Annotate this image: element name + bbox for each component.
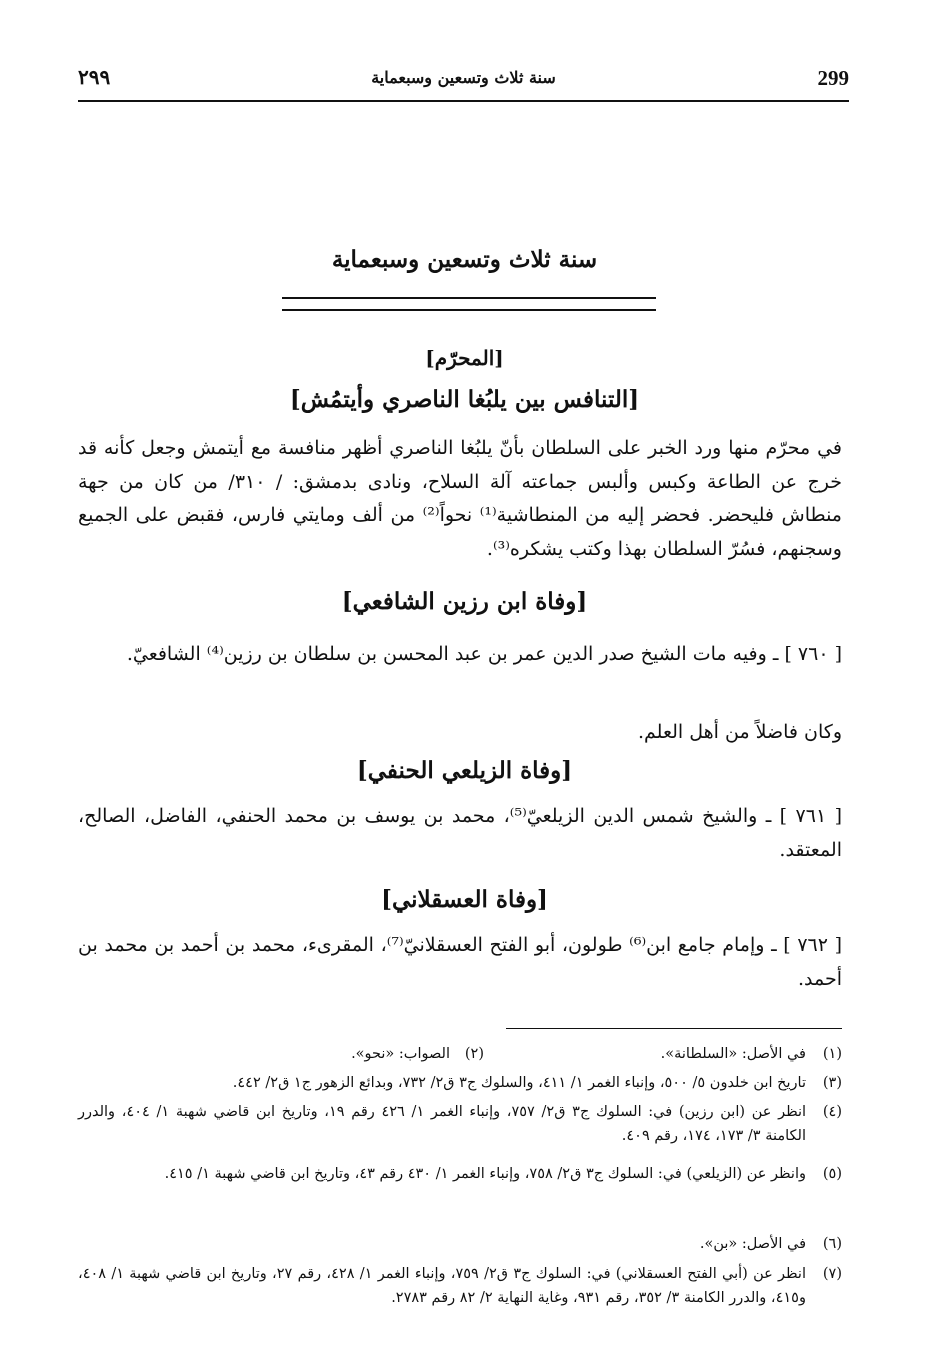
entry-762: [ ٧٦٢ ] ـ وإمام جامع ابن⁽⁶⁾ طولون، أبو الفتح العسقلانيّ⁽⁷⁾، المقرىء، محمد بن أحمد بن محمد بن أحمد. (78, 934, 843, 990)
footnote-text: في الأصل: «السلطانة». (660, 1046, 806, 1062)
entry-761: [ ٧٦١ ] ـ والشيخ شمس الدين الزيلعيّ⁽⁵⁾، محمد بن يوسف بن محمد الحنفي، الفاضل، الصالح، المعتقد. (78, 805, 842, 861)
entry-760: [ ٧٦٠ ] ـ وفيه مات الشيخ صدر الدين عمر بن عبد المحسن بن سلطان بن رزين⁽⁴⁾ الشافعيّ. (126, 643, 842, 665)
page-number-arabic: ٢٩٩ (78, 65, 111, 89)
footnote-6 (78, 1232, 842, 1256)
footnote-number: (٧) (822, 1266, 842, 1282)
section-heading-rivalry: [التنافس بين يلبُغا الناصري وأيتمُش] (289, 386, 640, 413)
footnote-text: انظر عن (ابن رزين) في: السلوك ج٣ ق٢/ ٧٥٧، وإنباء الغمر ١/ ٤٢٦ رقم ١٩، وتاريخ ابن قاضي شهبة ١/ ٤٠٤، والدرر الكامنة ٣/ ١٧٣، ١٧٤، رقم ٤٠٩. (78, 1104, 807, 1144)
footnote-number: (٣) (822, 1075, 842, 1091)
footnote-text: تاريخ ابن خلدون ٥/ ٥٠٠، وإنباء الغمر ١/ ٤١١، والسلوك ج٣ ق٢/ ٧٣٢، وبدائع الزهور ج١ ق٢/ ٤٤٢. (232, 1075, 806, 1091)
footnote-text: انظر عن (أبي الفتح العسقلاني) في: السلوك ج٣ ق٢/ ٧٥٩، وإنباء الغمر ١/ ٤٢٨، رقم ٢٧، وتاريخ ابن قاضي شهبة ١/ ٤٠٨، و٤١٥، والدرر الكامنة ٣/ ٣٥٢، رقم ٩٣١، وغاية النهاية ٢/ ٨٢ رقم ٢٧٨٣. (78, 1266, 806, 1306)
month-heading: [المحرّم] (425, 346, 504, 370)
page-number-latin: 299 (817, 66, 849, 90)
section-heading-ibn-razin: [وفاة ابن رزين الشافعي] (341, 588, 588, 615)
footnote-text: الصواب: «نحو». (351, 1046, 450, 1062)
footnote-text: وانظر عن (الزيلعي) في: السلوك ج٣ ق٢/ ٧٥٨، وإنباء الغمر ١/ ٤٣٠ رقم ٤٣، وتاريخ ابن قاضي شهبة ١/ ٤١٥. (164, 1166, 806, 1182)
chapter-title: سنة ثلاث وتسعين وسبعماية (331, 246, 598, 273)
running-header (78, 62, 849, 96)
footnote-4 (78, 1100, 842, 1148)
footnote-number: (٤) (822, 1104, 842, 1120)
footnote-number: (٥) (822, 1166, 842, 1182)
footnote-number: (١) (822, 1046, 842, 1062)
section-heading-asqalani: [وفاة العسقلاني] (381, 886, 548, 913)
footnote-5 (78, 1162, 842, 1186)
paragraph-rivalry: في محرّم منها ورد الخبر على السلطان بأنّ يلبُغا الناصري أظهر منافسة مع أيتمش وجعل كأنه قد خرج عن الطاعة وكبس وألبس جماعته آلة السلاح، ونادى بدمشق: / ٣١٠/ من كان من جهة منطاش فليحضر. فحضر إليه من المنطاشية⁽¹⁾ نحواً⁽²⁾ من ألف ومايتي فارس، فقبض على الجميع وسجنهم، فسُرّ السلطان بهذا وكتب يشكره⁽³⁾. (78, 437, 842, 560)
footnote-text: (٢) (464, 1046, 484, 1062)
footnote-7 (78, 1262, 842, 1310)
footnote-row-1-2 (78, 1042, 842, 1066)
paragraph-ibn-razin-note: وكان فاضلاً من أهل العلم. (638, 721, 842, 743)
footnote-text: في الأصل: «بن». (699, 1236, 806, 1252)
title-double-rule (282, 297, 656, 311)
section-heading-zaylai: [وفاة الزيلعي الحنفي] (356, 757, 573, 784)
footnote-3 (78, 1071, 842, 1095)
footnote-rule (506, 1028, 842, 1029)
footnote-number: (٦) (822, 1236, 842, 1252)
header-rule (78, 100, 849, 102)
running-title: سنة ثلاث وتسعين وسبعماية (371, 68, 556, 87)
